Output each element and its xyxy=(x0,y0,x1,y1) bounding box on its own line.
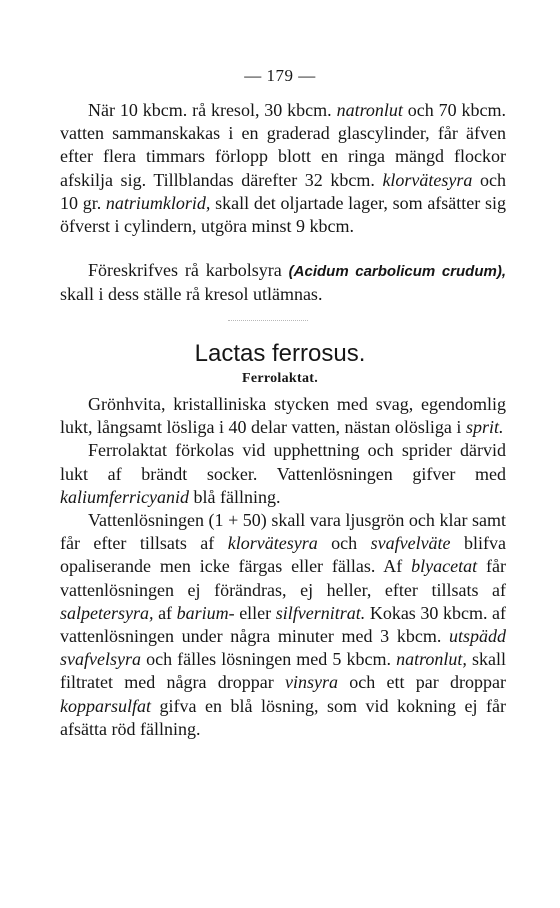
emphasized-term: (Acidum carbolicum crudum), xyxy=(288,263,506,280)
text-run: och xyxy=(317,533,371,554)
emphasized-term: blyacetat xyxy=(411,556,478,577)
paragraph-kresol-test xyxy=(60,99,506,238)
text-run: blifva opaliserande men icke färgas eller fällas. Af xyxy=(60,533,506,577)
text-run: Ferrolaktat förkolas vid upphettning och sprider därvid lukt af brändt socker. Vattenlösningen gifver med xyxy=(60,440,506,484)
section-body xyxy=(60,393,506,741)
text-run: När 10 kbcm. rå kresol, 30 kbcm. xyxy=(88,100,337,120)
emphasized-term: kopparsulfat xyxy=(60,695,152,716)
page-number: — 179 — xyxy=(244,66,316,85)
emphasized-term: natronlut, xyxy=(396,649,467,670)
emphasized-term: klorvätesyra xyxy=(227,533,318,554)
paragraph-carbolic-acid-note xyxy=(60,259,506,306)
text-run: blå fällning. xyxy=(188,486,281,507)
text-run: Grönhvita, kristalliniska stycken med svag, egendomlig lukt, långsamt lösliga i 40 delar vatten, nästan olösliga i xyxy=(60,394,506,438)
text-run: får vattenlösningen ej förändras, ej heller, efter tillsats af xyxy=(60,556,506,600)
text-run: och 10 gr. xyxy=(60,169,506,213)
paragraph-description xyxy=(60,393,506,439)
emphasized-term: natronlut xyxy=(336,100,403,120)
section-subtitle: Ferrolaktat. xyxy=(241,371,319,386)
text-run: af xyxy=(153,602,177,623)
emphasized-term: klorvätesyra xyxy=(382,169,473,190)
emphasized-term: utspädd svafvelsyra xyxy=(60,626,506,670)
emphasized-term: sprit. xyxy=(465,417,504,438)
text-run: skall filtratet med några droppar xyxy=(60,649,506,693)
emphasized-term: salpetersyra, xyxy=(60,602,154,623)
text-run: Kokas 30 kbcm. af vattenlösningen under några minuter med 3 kbcm. xyxy=(60,602,506,647)
text-run: Föreskrifves rå karbolsyra xyxy=(88,260,289,280)
emphasized-term: silfvernitrat. xyxy=(275,602,366,623)
text-run: och 70 kbcm. vatten sammanskakas i en graderad glascylinder, får äfven efter flera timmars förlopp blott en ringa mängd flockor afskilja sig. Tillblandas därefter 32 kbcm. xyxy=(60,100,507,190)
section-title: Lactas ferrosus. xyxy=(194,340,366,367)
text-run: Vattenlösningen (1 + 50) skall vara ljusgrön och klar samt får efter tillsats af xyxy=(60,510,506,554)
text-run: och ett par droppar xyxy=(337,672,506,693)
emphasized-term: vinsyra xyxy=(284,672,338,693)
section-divider xyxy=(228,320,308,322)
paragraph-solution-tests xyxy=(60,509,506,741)
text-run: och fälles lösningen med 5 kbcm. xyxy=(140,649,397,670)
intro-note xyxy=(60,259,506,306)
emphasized-term: kaliumferricyanid xyxy=(60,486,189,507)
paragraph-charring-test xyxy=(60,439,506,509)
emphasized-term: svafvelväte xyxy=(370,533,451,554)
text-run: eller xyxy=(234,602,276,623)
text-run: gifva en blå lösning, som vid kokning ej får afsätta röd fällning. xyxy=(60,695,506,739)
text-run: skall det oljartade lager, som afsätter sig öfverst i cylindern, utgöra minst 9 kbcm. xyxy=(60,192,506,237)
text-run: skall i dess ställe rå kresol utlämnas. xyxy=(60,284,323,305)
intro-text xyxy=(60,99,506,238)
emphasized-term: barium- xyxy=(176,602,235,623)
emphasized-term: natriumklorid, xyxy=(105,192,211,213)
